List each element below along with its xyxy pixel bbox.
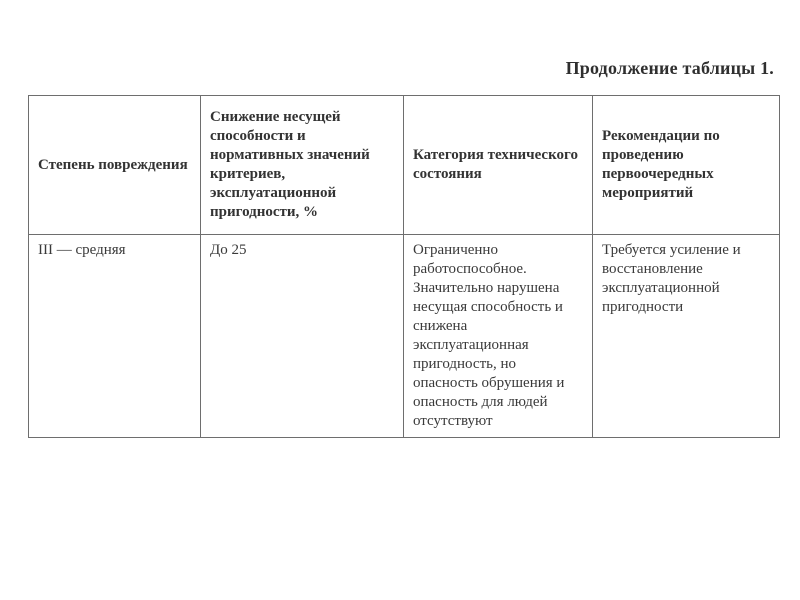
header-damage-degree: Степень повреждения xyxy=(29,96,201,235)
cell-capacity-reduction: До 25 xyxy=(201,235,404,438)
table-row xyxy=(29,235,780,438)
damage-table xyxy=(28,95,780,438)
table-header-row xyxy=(29,96,780,235)
cell-recommendations: Требуется усиление и восстановление эксплуатационной пригодности xyxy=(593,235,780,438)
cell-technical-category: Ограниченно работоспособное. Значительно нарушена несущая способность и снижена эксплуатационная пригодность, но опасность обрушения и опасность для людей отсутствуют xyxy=(404,235,593,438)
header-capacity-reduction: Снижение несущей способности и нормативных значений критериев, эксплуатационной пригодности, % xyxy=(201,96,404,235)
header-recommendations: Рекомендации по проведению первоочередных мероприятий xyxy=(593,96,780,235)
cell-damage-degree: III — средняя xyxy=(29,235,201,438)
table-caption: Продолжение таблицы 1. xyxy=(565,58,774,78)
header-technical-category: Категория технического состояния xyxy=(404,96,593,235)
